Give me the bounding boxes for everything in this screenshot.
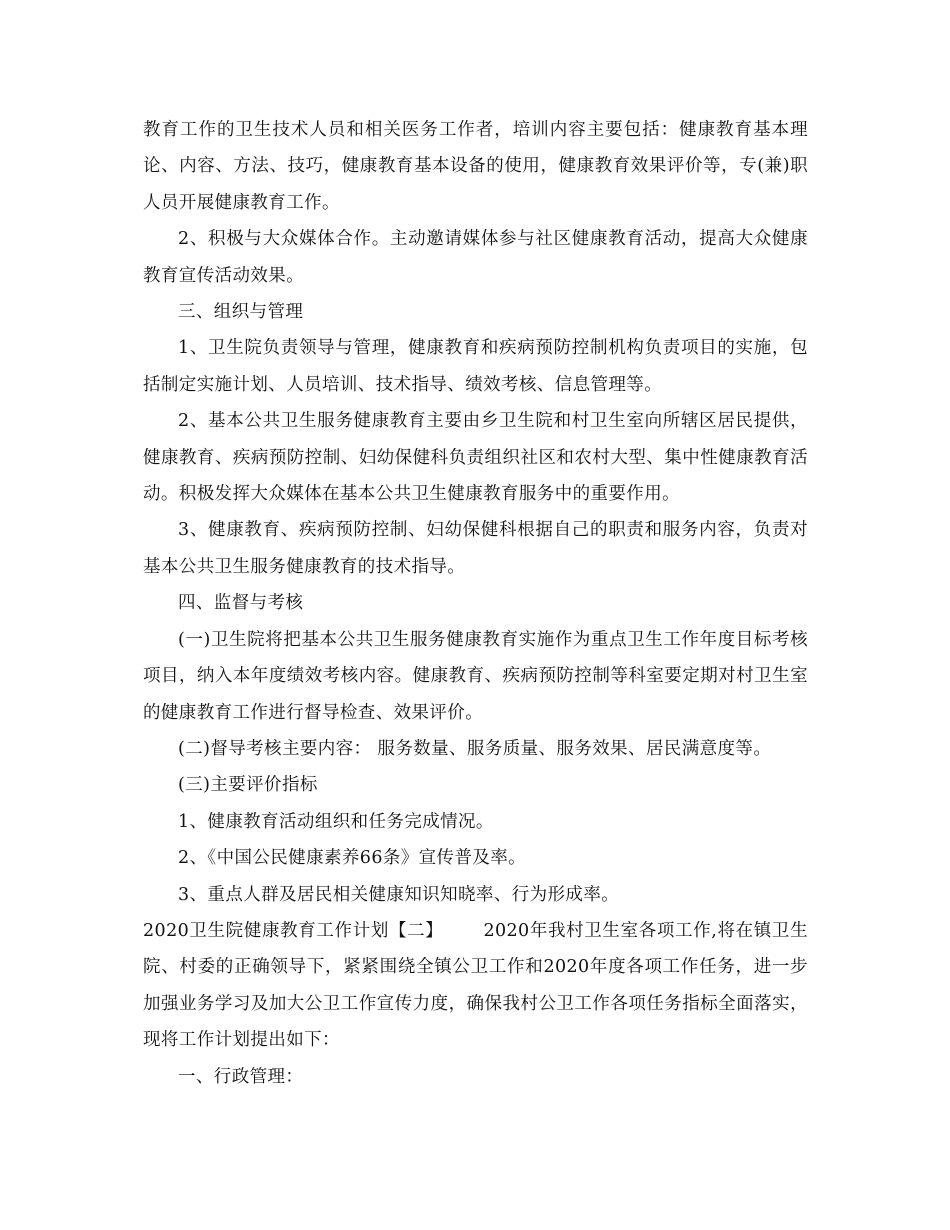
section-heading-4: 四、监督与考核 [178,593,304,614]
section-two-heading: 2020卫生院健康教育工作计划【二】 [143,920,444,941]
paragraph-5: 2、基本公共卫生服务健康教育主要由乡卫生院和村卫生室向所辖区居民提供，健康教育、疾病预防控制、妇幼保健科负责组织社区和农村大型、集中性健康教育活动。积极发挥大众媒体在基本公共卫生健康教育服务中的重要作用。 [143,411,808,505]
section-two-text: 2020年我村卫生室各项工作,将在镇卫生院、村委的正确领导下，紧紧围绕全镇公卫工作和2020年度各项工作任务，进一步加强业务学习及加大公卫工作宣传力度，确保我村公卫工作各项任务指标全面落实，现将工作计划提出如下： [143,920,808,1051]
paragraph-13: 3、重点人群及居民相关健康知识知晓率、行为形成率。 [178,884,620,905]
paragraph-8: (一)卫生院将把基本公共卫生服务健康教育实施作为重点卫生工作年度目标考核项目，纳入本年度绩效考核内容。健康教育、疾病预防控制等科室要定期对村卫生室的健康教育工作进行督导检查、效果评价。 [143,629,808,723]
paragraph-1: 教育工作的卫生技术人员和相关医务工作者，培训内容主要包括：健康教育基本理论、内容、方法、技巧，健康教育基本设备的使用，健康教育效果评价等，专(兼)职人员开展健康教育工作。 [143,120,808,213]
document-body [143,112,808,1095]
section-two-paragraph [143,913,808,1059]
paragraph-4: 1、卫生院负责领导与管理，健康教育和疾病预防控制机构负责项目的实施，包括制定实施计划、人员培训、技术指导、绩效考核、信息管理等。 [143,338,808,395]
paragraph-10: (三)主要评价指标 [178,775,318,796]
paragraph-2: 2、积极与大众媒体合作。主动邀请媒体参与社区健康教育活动，提高大众健康教育宣传活动效果。 [143,229,808,286]
paragraph-9: (二)督导考核主要内容： 服务数量、服务质量、服务效果、居民满意度等。 [178,738,772,759]
section-heading-3: 三、组织与管理 [178,302,304,323]
paragraph-11: 1、健康教育活动组织和任务完成情况。 [178,811,494,832]
admin-heading: 一、行政管理： [178,1066,304,1087]
paragraph-6: 3、健康教育、疾病预防控制、妇幼保健科根据自己的职责和服务内容，负责对基本公共卫生服务健康教育的技术指导。 [143,520,808,577]
paragraph-12: 2、《中国公民健康素养66条》宣传普及率。 [178,848,527,869]
